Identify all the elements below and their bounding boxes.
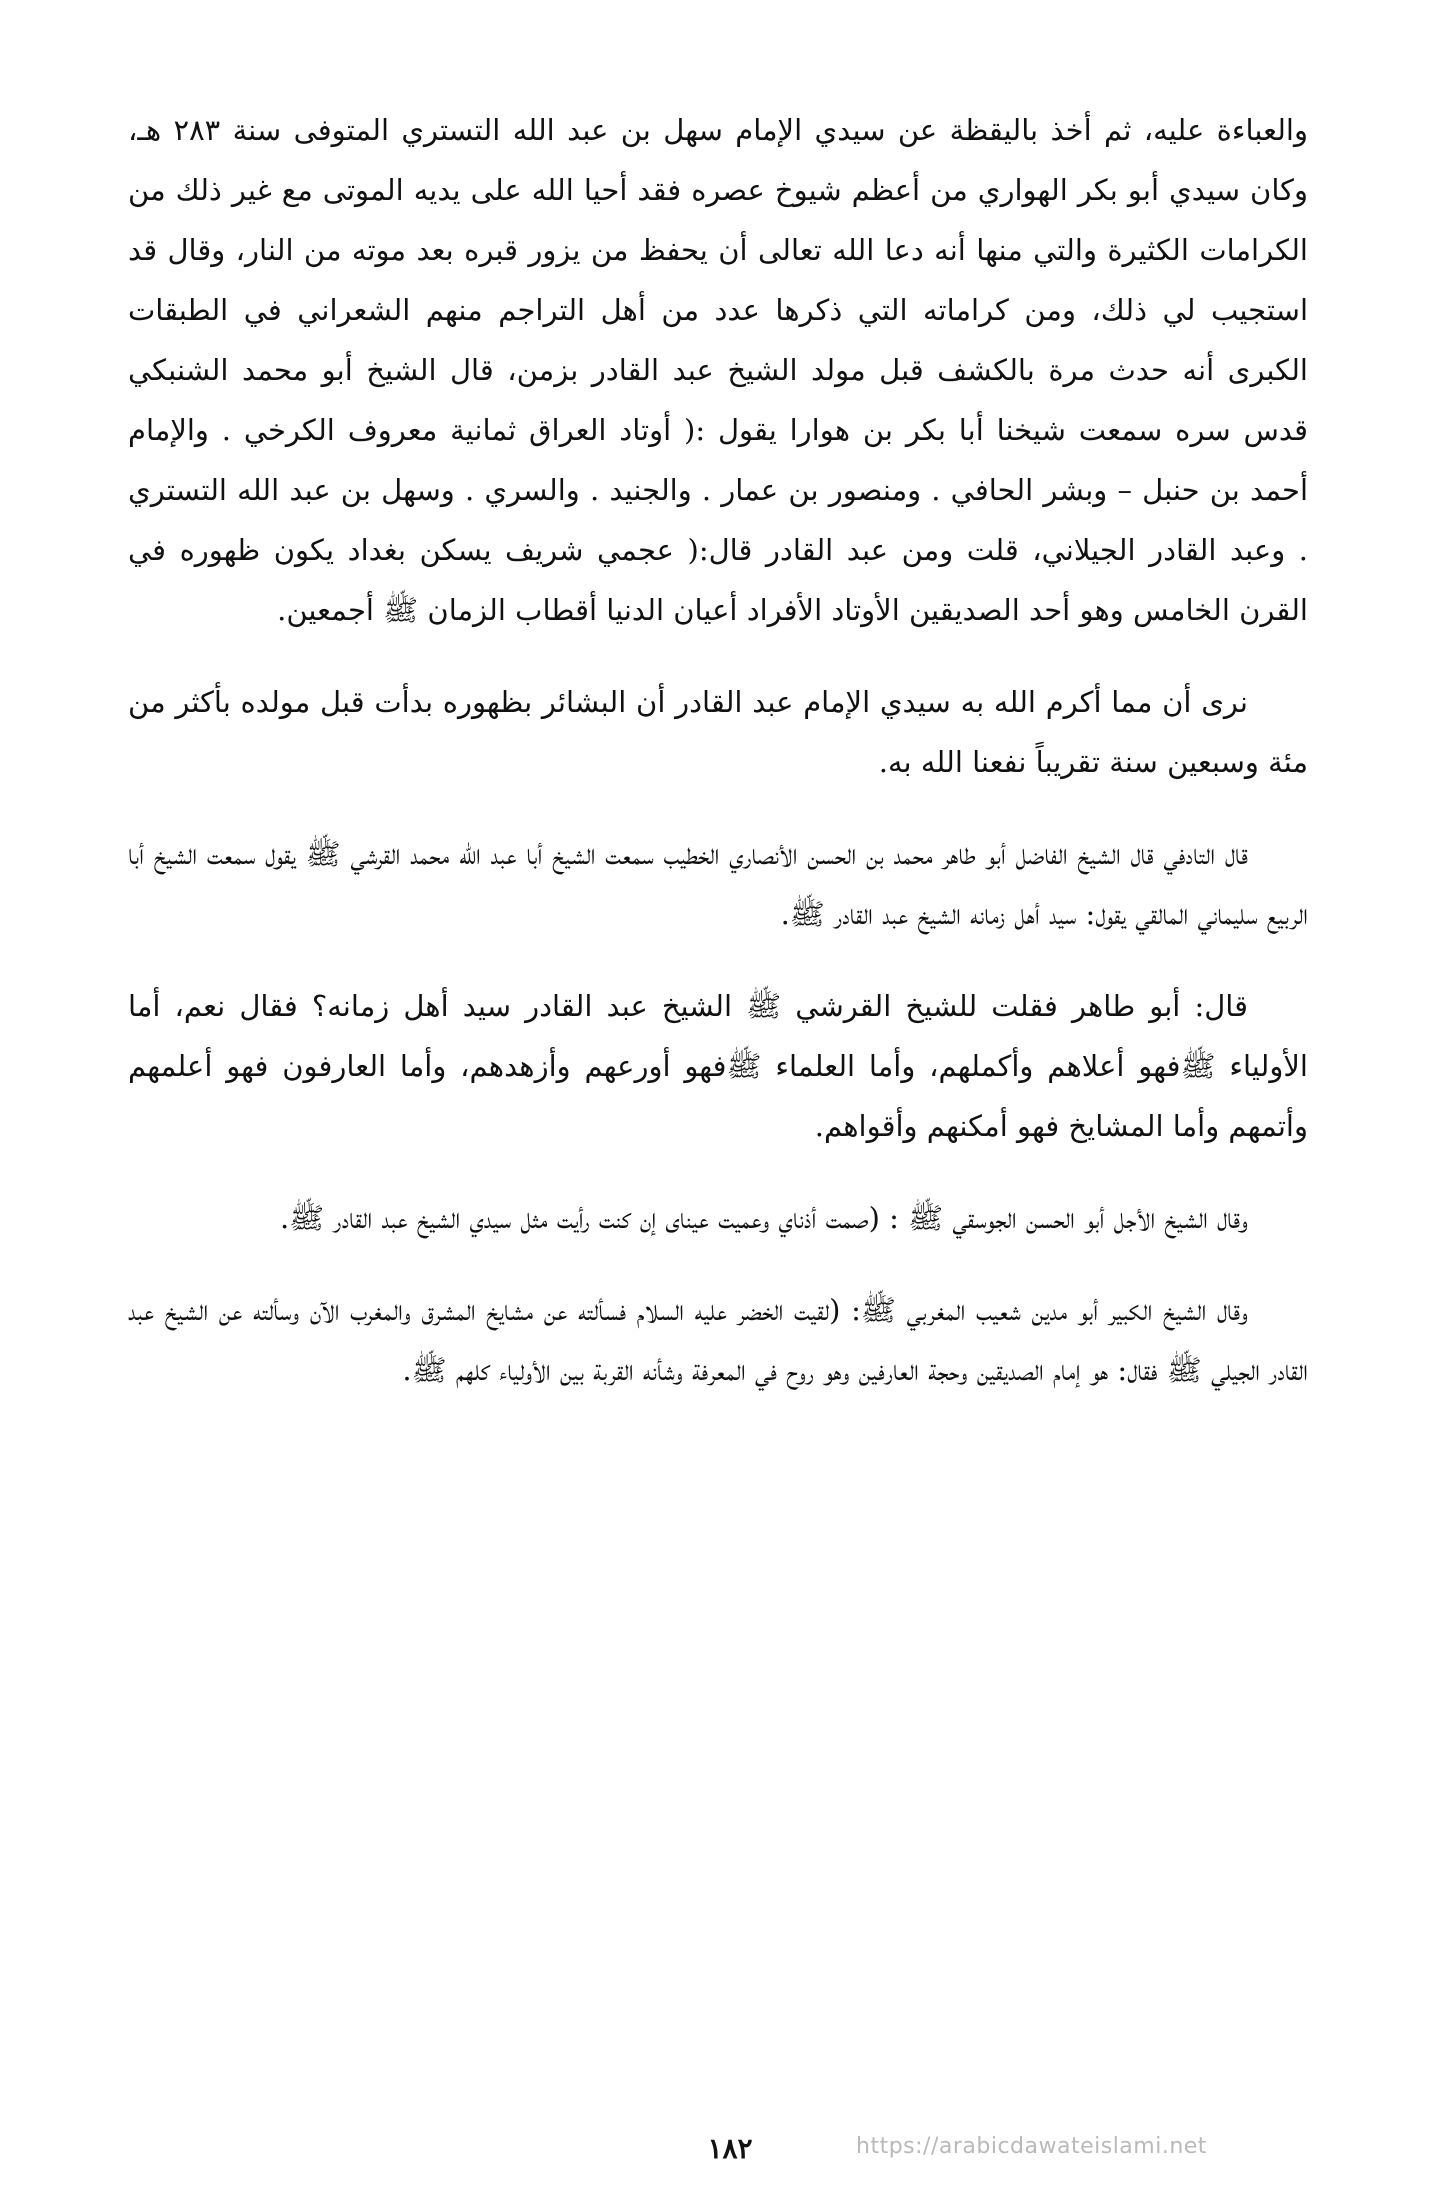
paragraph-1: والعباءة عليه، ثم أخذ باليقظة عن سيدي الإمام سهل بن عبد الله التستري المتوفى سنة ٢٨٣ هـ، وكان سيدي أبو بكر الهواري من أعظم شيوخ عصره فقد أحيا الله على يديه الموتى مع غير ذلك من الكرامات الكثيرة والتي منها أنه دعا الله تعالى أن يحفظ من يزور قبره بعد موته من النار، وقال قد استجيب لي ذلك، ومن كراماته التي ذكرها عدد من أهل التراجم منهم الشعراني في الطبقات الكبرى أنه حدث مرة بالكشف قبل مولد الشيخ عبد القادر بزمن، قال الشيخ أبو محمد الشنبكي قدس سره سمعت شيخنا أبا بكر بن هوارا يقول :( أوتاد العراق ثمانية معروف الكرخي . والإمام أحمد بن حنبل – وبشر الحافي . ومنصور بن عمار . والجنيد . والسري . وسهل بن عبد الله التستري . وعبد القادر الجيلاني، قلت ومن عبد القادر قال:( عجمي شريف يسكن بغداد يكون ظهوره في القرن الخامس وهو أحد الصديقين الأوتاد الأفراد أعيان الدنيا أقطاب الزمان ﷺ أجمعين. (128, 113, 1308, 627)
paragraph-4: قال: أبو طاهر فقلت للشيخ القرشي ﷺ الشيخ عبد القادر سيد أهل زمانه؟ فقال نعم، أما الأولياء ﷺفهو أعلاهم وأكملهم، وأما العلماء ﷺفهو أورعهم وأزهدهم، وأما العارفون فهو أعلمهم وأتمهم وأما المشايخ فهو أمكنهم وأقواهم. (128, 989, 1308, 1143)
watermark-url: https://arabicdawateislami.net (856, 2134, 1207, 2159)
page-number: ١٨٢ (707, 2132, 753, 2165)
paragraph-3: قال التادفي قال الشيخ الفاضل أبو طاهر محمد بن الحسن الأنصاري الخطيب سمعت الشيخ أبا عبد الله محمد القرشي ﷺ يقول سمعت الشيخ أبا الربيع سليماني المالقي يقول: سيد أهل زمانه الشيخ عبد القادر ﷺ. (128, 837, 1308, 931)
paragraph-2: نرى أن مما أكرم الله به سيدي الإمام عبد القادر أن البشائر بظهوره بدأت قبل مولده بأكثر من مئة وسبعين سنة تقريباً نفعنا الله به. (128, 685, 1308, 779)
body-text (128, 100, 1308, 1400)
paragraph-6: وقال الشيخ الكبير أبو مدين شعيب المغربي ﷺ: (لقيت الخضر عليه السلام فسألته عن مشايخ المشرق والمغرب الآن وسألته عن الشيخ عبد القادر الجيلي ﷺ فقال: هو إمام الصديقين وحجة العارفين وهو روح في المعرفة وشأنه القربة بين الأولياء كلهم ﷺ. (128, 1293, 1308, 1387)
paragraph-5: وقال الشيخ الأجل أبو الحسن الجوسقي ﷺ : (صمت أذناي وعميت عيناى إن كنت رأيت مثل سيدي الشيخ عبد القادر ﷺ. (279, 1201, 1248, 1235)
